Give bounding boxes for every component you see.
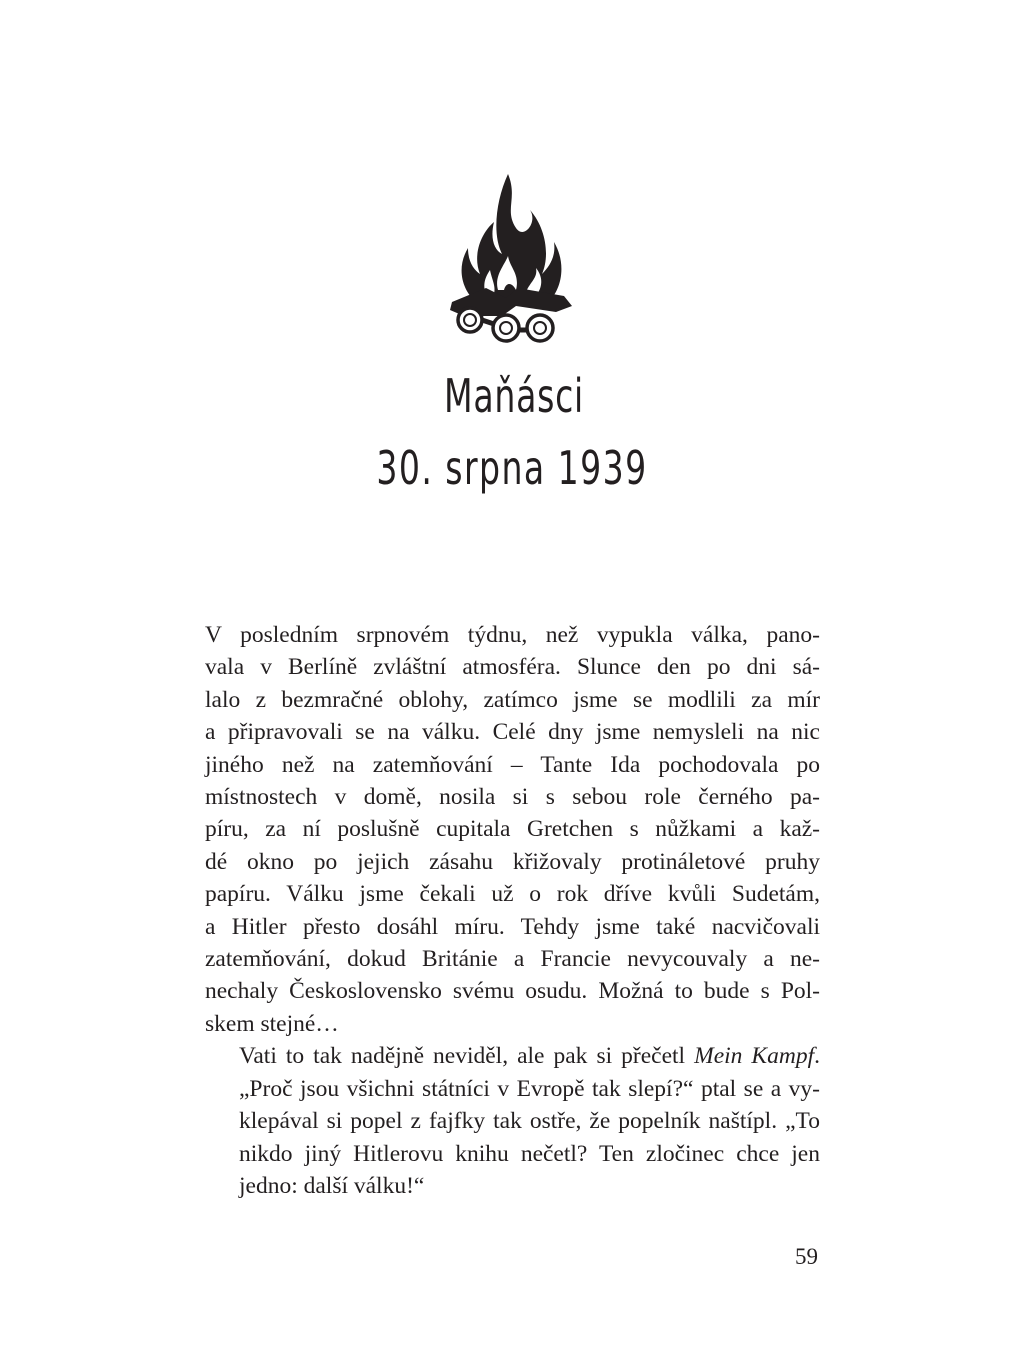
paragraph-1 [205,619,820,1040]
paragraph-2 [205,1040,820,1202]
text-line: jiného než na zatemňování – Tante Ida pochodovala po [205,751,820,778]
text-line: „Proč jsou všichni státníci v Evropě tak slepí?“ ptal se a vy- [239,1075,820,1102]
text-segment: . [814,1043,820,1070]
chapter-heading [0,364,1024,500]
text-line: skem stejné… [205,1010,339,1037]
text-line: jedno: další válku!“ [239,1172,425,1199]
text-line: nechaly Československo svému osudu. Možná to bude s Pol- [205,978,820,1005]
campfire-icon [446,170,578,348]
text-line [205,1040,820,1072]
text-line: nikdo jiný Hitlerovu knihu nečetl? Ten zločinec chce jen [239,1140,820,1167]
chapter-date: 30. srpna 1939 [376,441,648,495]
page-number: 59 [795,1244,818,1269]
chapter-title: Maňásci [444,369,584,423]
text-line: V posledním srpnovém týdnu, než vypukla válka, pano- [205,622,820,648]
text-line: a připravovali se na válku. Celé dny jsme nemysleli na nic [205,719,820,746]
text-segment: Vati to tak nadějně neviděl, ale pak si přečetl [239,1043,695,1070]
text-line: vala v Berlíně zvláštní atmosféra. Slunce den po dni sá- [205,654,820,681]
text-line: a Hitler přesto dosáhl míru. Tehdy jsme také nacvičovali [205,913,820,940]
text-line: zatemňování, dokud Británie a Francie nevycouvaly a ne- [205,946,820,973]
chapter-body [205,619,820,1202]
text-line: lalo z bezmračné oblohy, zatímco jsme se modlili za mír [205,686,820,713]
text-line: papíru. Válku jsme čekali už o rok dříve kvůli Sudetám, [205,881,820,908]
text-line: píru, za ní poslušně cupitala Gretchen s nůžkami a kaž- [205,816,820,843]
book-title: Mein Kampf [694,1043,815,1070]
text-line: dé okno po jejich zásahu křižovaly protináletové pruhy [205,848,820,875]
text-line: klepával si popel z fajfky tak ostře, že popelník naštípl. „To [239,1108,820,1135]
text-line: místnostech v domě, nosila si s sebou role černého pa- [205,784,820,811]
